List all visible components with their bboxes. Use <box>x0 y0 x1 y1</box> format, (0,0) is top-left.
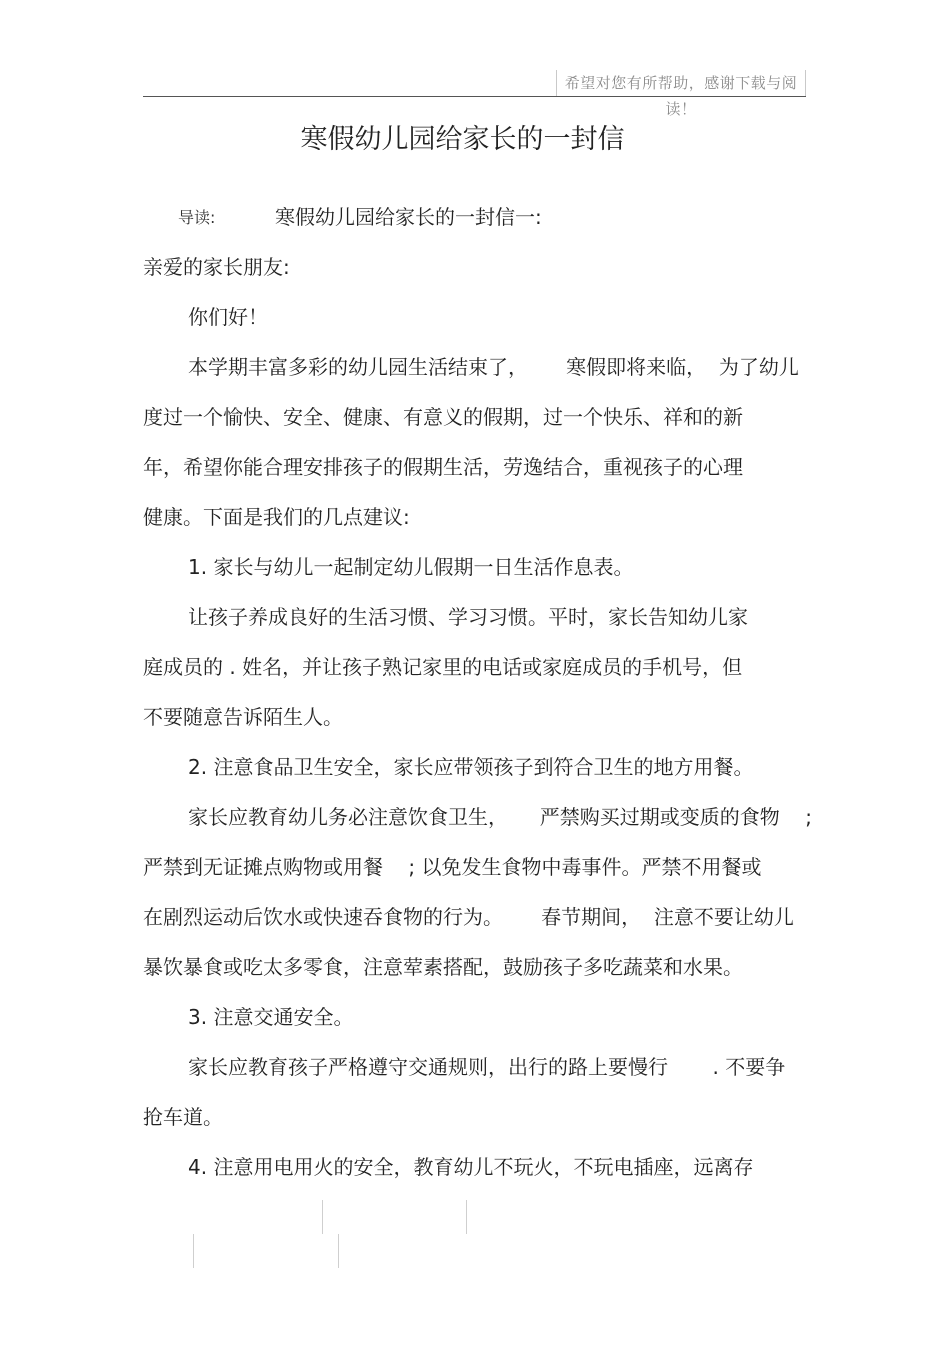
paragraph-line: 年，希望你能合理安排孩子的假期生活，劳逸结合，重视孩子的心理 <box>143 455 743 479</box>
list-item-heading: 3. 注意交通安全。 <box>188 1005 354 1029</box>
header-divider <box>143 96 806 97</box>
list-item-heading: 4. 注意用电用火的安全，教育幼儿不玩火，不玩电插座，远离存 <box>188 1155 754 1179</box>
paragraph-line: 庭成员的 . 姓名，并让孩子熟记家里的电话或家庭成员的手机号，但 <box>143 655 743 679</box>
list-item-heading: 2. 注意食品卫生安全，家长应带领孩子到符合卫生的地方用餐。 <box>188 755 754 779</box>
paragraph-line: 家长应教育孩子严格遵守交通规则，出行的路上要慢行 . 不要争 <box>188 1055 786 1079</box>
paragraph-line: 不要随意告诉陌生人。 <box>143 705 343 729</box>
document-title: 寒假幼儿园给家长的一封信 <box>300 124 625 155</box>
footer-divider <box>322 1200 323 1234</box>
paragraph-line: 严禁到无证摊点购物或用餐 ; 以免发生食物中毒事件。严禁不用餐或 <box>143 855 762 879</box>
paragraph-line: 本学期丰富多彩的幼儿园生活结束了， 寒假即将来临， 为了幼儿 <box>188 355 799 379</box>
paragraph-line: 暴饮暴食或吃太多零食，注意荤素搭配，鼓励孩子多吃蔬菜和水果。 <box>143 955 743 979</box>
paragraph-line: 让孩子养成良好的生活习惯、学习习惯。平时，家长告知幼儿家 <box>188 605 748 629</box>
footer-divider <box>193 1234 194 1268</box>
salutation: 亲爱的家长朋友: <box>143 255 290 279</box>
paragraph-line: 家长应教育幼儿务必注意饮食卫生， 严禁购买过期或变质的食物 ; <box>188 805 812 829</box>
paragraph-line: 抢车道。 <box>143 1105 223 1129</box>
paragraph-line: 在剧烈运动后饮水或快速吞食物的行为。 春节期间， 注意不要让幼儿 <box>143 905 794 929</box>
lead-text: 寒假幼儿园给家长的一封信一: <box>275 205 542 229</box>
header-note: 希望对您有所帮助，感谢下载与阅读！ <box>556 70 806 96</box>
footer-divider <box>466 1200 467 1234</box>
lead-label: 导读: <box>178 208 216 227</box>
list-item-heading: 1. 家长与幼儿一起制定幼儿假期一日生活作息表。 <box>188 555 634 579</box>
greeting: 你们好！ <box>188 305 268 329</box>
paragraph-line: 健康。下面是我们的几点建议: <box>143 505 410 529</box>
footer-divider <box>338 1234 339 1268</box>
paragraph-line: 度过一个愉快、安全、健康、有意义的假期，过一个快乐、祥和的新 <box>143 405 743 429</box>
